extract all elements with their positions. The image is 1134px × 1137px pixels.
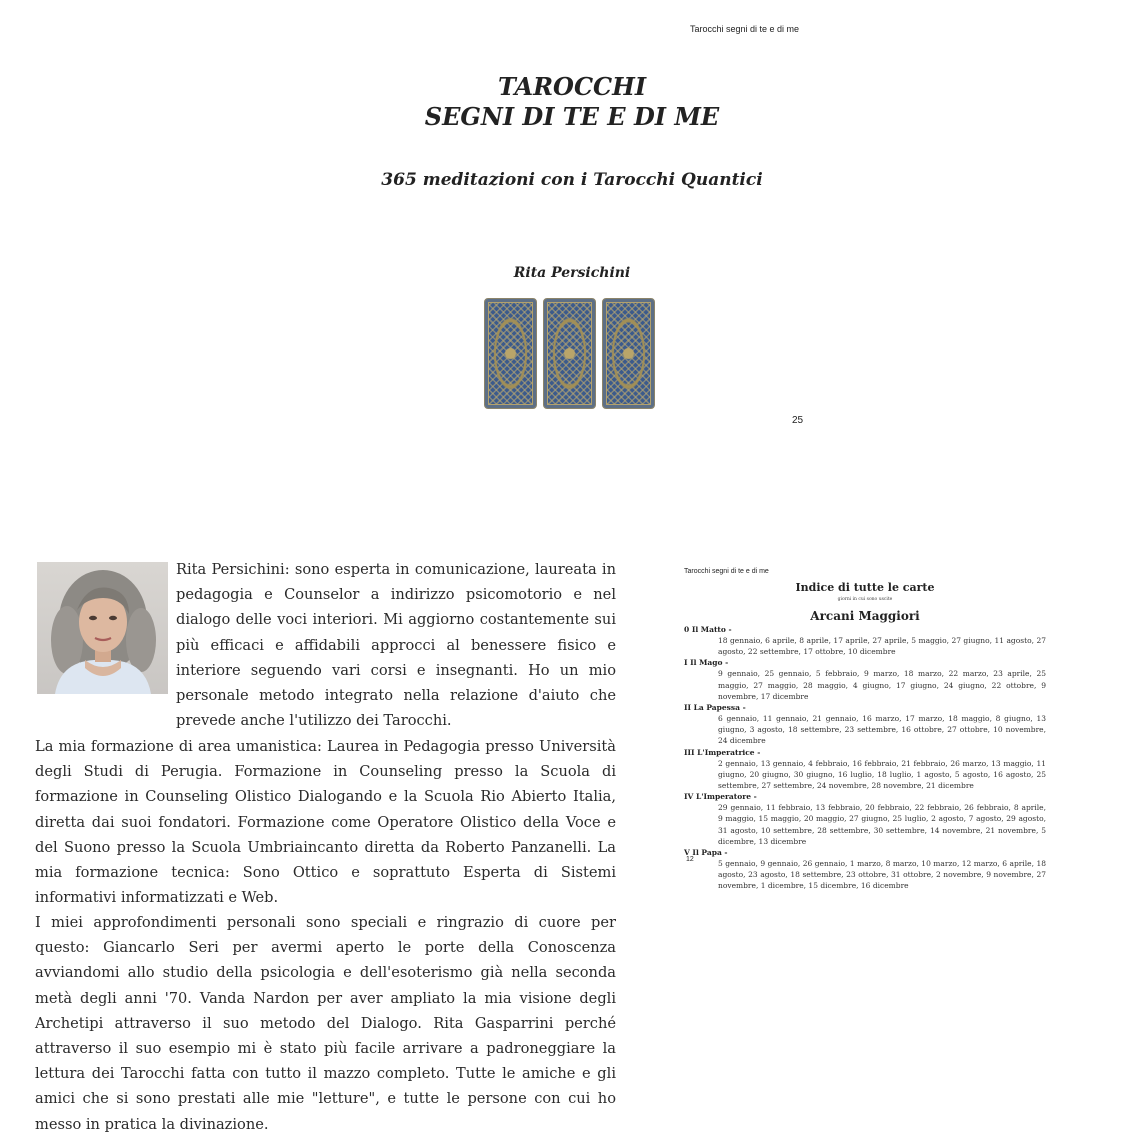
index-section-heading: Arcani Maggiori <box>810 609 920 623</box>
card-dates: 18 gennaio, 6 aprile, 8 aprile, 17 aprile, 27 aprile, 5 maggio, 27 giugno, 11 agosto, 27 agosto, 22 settembre, 17 ottobre, 10 dicembre <box>718 636 1046 657</box>
book-title-line-2: SEGNI DI TE E DI ME <box>424 102 720 131</box>
card-name: III L'Imperatrice - <box>684 747 761 757</box>
book-title <box>300 72 844 132</box>
book-author: Rita Persichini <box>513 265 631 281</box>
card-dates: 2 gennaio, 13 gennaio, 4 febbraio, 16 febbraio, 21 febbraio, 26 marzo, 13 maggio, 11 giugno, 20 giugno, 30 giugno, 16 luglio, 18 luglio, 1 agosto, 5 agosto, 16 agosto, 25 settembre, 27 settembre, 24 novembre, 28 novembre, 21 dicembre <box>718 758 1046 791</box>
index-entry <box>684 748 1046 792</box>
index-entry <box>684 848 1046 892</box>
index-title: Indice di tutte le carte <box>795 581 935 594</box>
page-number: 25 <box>792 415 804 426</box>
tarot-card-back <box>543 298 596 409</box>
index-entry <box>684 658 1046 702</box>
index-note: giorni in cui sono uscite <box>837 597 893 602</box>
tarot-card-back <box>602 298 655 409</box>
tarot-card-back <box>484 298 537 409</box>
book-subtitle: 365 meditazioni con i Tarocchi Quantici <box>381 170 763 190</box>
card-name: V Il Papa - <box>684 848 728 858</box>
card-dates: 6 gennaio, 11 gennaio, 21 gennaio, 16 marzo, 17 marzo, 18 maggio, 8 giugno, 13 giugno, 3 agosto, 18 settembre, 23 settembre, 16 ottobre, 27 ottobre, 10 novembre, 24 dicembre <box>718 714 1046 746</box>
index-entry <box>684 625 1046 657</box>
card-dates: 29 gennaio, 11 febbraio, 13 febbraio, 20 febbraio, 22 febbraio, 26 febbraio, 8 aprile, 9 maggio, 15 maggio, 20 maggio, 27 giugno, 25 luglio, 2 agosto, 7 agosto, 29 agosto, 31 agosto, 10 settembre, 28 settembre, 30 settembre, 14 novembre, 21 novembre, 5 dicembre, 13 dicembre <box>718 803 1046 846</box>
index-entry <box>684 792 1046 847</box>
card-dates: 5 gennaio, 9 gennaio, 26 gennaio, 1 marzo, 8 marzo, 10 marzo, 12 marzo, 6 aprile, 18 agosto, 23 agosto, 18 settembre, 23 ottobre, 31 ottobre, 2 novembre, 9 novembre, 27 novembre, 1 dicembre, 15 dicembre, 16 dicembre <box>718 859 1046 891</box>
card-name: IV L'Imperatore - <box>684 792 757 802</box>
index-running-header: Tarocchi segni di te e di me <box>684 568 769 575</box>
tarot-cards-image <box>484 298 655 409</box>
card-name: 0 Il Matto - <box>684 625 732 634</box>
author-portrait <box>37 562 168 694</box>
bio-paragraph-2: La mia formazione di area umanistica: Laurea in Pedagogia presso Università degli Studi di Perugia. Formazione in Counseling presso la Scuola di formazione in Counseling Olistico Dialogando e la Scuola Rio Abierto Italia, diretta dai suoi fondatori. Formazione come Operatore Olistico della Voce e del Suono presso la Scuola Umbriaincanto diretta da Roberto Panzanelli. La mia formazione tecnica: Sono Ottico e soprattuto Esperta di Sistemi informativi informatizzati e Web. <box>35 738 616 907</box>
book-title-line-1: TAROCCHI <box>497 72 647 101</box>
card-name: I Il Mago - <box>684 658 729 668</box>
card-name: II La Papessa - <box>684 703 746 713</box>
index-list <box>684 625 1046 893</box>
bio-paragraph-1: Rita Persichini: sono esperta in comunicazione, laureata in pedagogia e Counselor a indirizzo psicomotorio e nel dialogo delle voci interiori. Mi aggiorno costantemente sui più efficaci e affidabili approcci al benessere fisico e interiore seguendo vari corsi e insegnanti. Ho un mio personale metodo integrato nella relazione d'aiuto che prevede anche l'utilizzo dei Tarocchi. <box>176 561 616 730</box>
index-page-number: 12 <box>686 856 694 863</box>
card-dates: 9 gennaio, 25 gennaio, 5 febbraio, 9 marzo, 18 marzo, 22 marzo, 23 aprile, 25 maggio, 27 maggio, 28 maggio, 4 giugno, 17 giugno, 24 giugno, 22 ottobre, 9 novembre, 17 dicembre <box>718 669 1046 701</box>
bio-paragraph-3: I miei approfondimenti personali sono speciali e ringrazio di cuore per questo: Giancarlo Seri per avermi aperto le porte della Conoscenza avviandomi allo studio della psicologia e dell'esoterismo già nella seconda metà degli anni '70. Vanda Nardon per aver ampliato la mia visione degli Archetipi attraverso il suo metodo del Dialogo. Rita Gasparrini perché attraverso il suo esempio mi è stato più facile arrivare a padroneggiare la lettura dei Tarocchi fatta con tutto il mazzo completo. Tutte le amiche e gli amici che si sono prestati alle mie "letture", e tutte le persone con cui ho messo in pratica la divinazione. <box>35 914 616 1133</box>
index-entry <box>684 703 1046 747</box>
running-header: Tarocchi segni di te e di me <box>690 24 800 34</box>
